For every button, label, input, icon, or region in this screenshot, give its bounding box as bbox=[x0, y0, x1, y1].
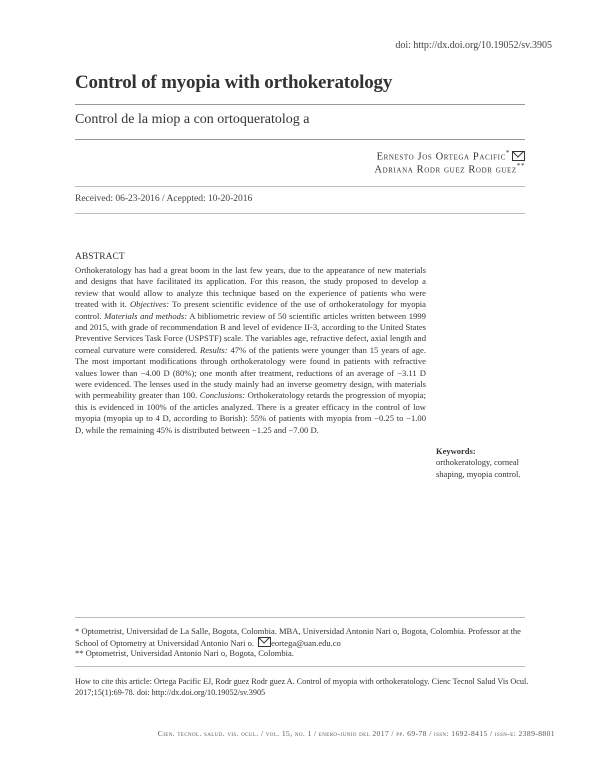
author-2 bbox=[374, 162, 525, 176]
methods-label: Materials and methods: bbox=[104, 310, 188, 321]
footnote-1 bbox=[75, 626, 530, 649]
dates-top-divider bbox=[75, 186, 525, 187]
title-divider bbox=[75, 104, 525, 105]
footnote-1-email[interactable]: eortega@uan.edu.co bbox=[271, 638, 341, 648]
conclusions-text: Orthokeratology retards the progression of myopia; this is evidenced in 100% of the articles analyzed. There is a greater efficacy in the control of low myopia (myopia up to 4 D, according to Borish): 55% of patients with myopia from −0.25 to −1.00 D, while the remaining 45% is distributed between −1.25 and −7.00 D. bbox=[75, 390, 426, 435]
results-text: 47% of the patients were younger than 15 years of age. The most important modifications through orthokeratology were found in patients with refractive values lower than −4.00 D (80%); one month after treatment, reductions of an average of −3.11 D were evidenced. The lenses used in the study mainly had an inverse geometry design, with materials with permeability greater than 100. bbox=[75, 344, 427, 401]
doi-link[interactable]: doi: http://dx.doi.org/10.19052/sv.3905 bbox=[395, 40, 552, 51]
author-2-name: Adriana Rodr guez Rodr guez bbox=[374, 164, 517, 176]
citation-divider bbox=[75, 666, 525, 667]
author-2-marker: ** bbox=[516, 162, 525, 170]
author-1-marker: * bbox=[505, 149, 510, 157]
article-title: Control of myopia with orthokeratology bbox=[75, 72, 393, 93]
received-accepted-dates: Received: 06-23-2016 / Aceppted: 10-20-2016 bbox=[75, 194, 253, 204]
footnote-2-marker: ** bbox=[75, 648, 84, 658]
dates-bottom-divider bbox=[75, 213, 525, 214]
footnote-2-text: Optometrist, Universidad Antonio Nari o, Bogota, Colombia. bbox=[85, 648, 294, 658]
keywords-label: Keywords: bbox=[436, 446, 476, 456]
footnote-1-marker: * bbox=[75, 626, 80, 636]
subtitle-divider bbox=[75, 139, 525, 140]
keywords-block bbox=[436, 446, 531, 480]
methods-text: A bibliometric review of 50 scientific articles written between 1999 and 2015, with grade of recommendation B and level of evidence II-3, according to the United States Preventive Services Task Force (USPSTF) scale. The variables age, refractive defect, axial length and corneal curvature were considered. bbox=[75, 310, 426, 355]
objectives-text: To present scientific evidence of the use of orthokeratology for myopia control. bbox=[75, 299, 426, 321]
author-1-name: Ernesto Jos Ortega Pacific bbox=[376, 151, 506, 163]
mail-icon[interactable] bbox=[512, 151, 525, 161]
abstract-intro: Orthokeratology has had a great boom in the last few years, due to the appearance of new materials and designs that have facilitated its application. For this reason, the study proposed to develop a review that would allow to analyze this technique based on the experience of patients who were treated with it. bbox=[75, 265, 426, 310]
footnotes-divider bbox=[75, 617, 525, 618]
results-label: Results: bbox=[199, 344, 228, 355]
footnote-2 bbox=[75, 648, 530, 659]
article-subtitle: Control de la miop a con ortoqueratolog a bbox=[75, 112, 310, 127]
abstract-body bbox=[75, 265, 426, 436]
footnote-1-text: Optometrist, Universidad de La Salle, Bogota, Colombia. MBA, Universidad Antonio Nari o, Bogota, Colombia. Professor at the School of Optometry at Universidad Antonio Nari o. bbox=[75, 626, 521, 648]
abstract-heading: ABSTRACT bbox=[75, 252, 125, 262]
mail-icon bbox=[258, 637, 271, 647]
objectives-label: Objectives: bbox=[129, 299, 170, 310]
journal-footer: Cien. tecnol. salud. vis. ocul. / vol. 15, no. 1 / enero-junio del 2017 / pp. 69-78 / issn: 1692-8415 / issn-e: 2389-8801 bbox=[157, 729, 555, 738]
citation-note: How to cite this article: Ortega Pacific EJ, Rodr guez Rodr guez A. Control of myopia with orthokeratology. Cienc Tecnol Salud Vis Ocul. 2017;15(1):69-78. doi: http://dx.doi.org/10.19052/sv.3905 bbox=[75, 677, 529, 697]
conclusions-label: Conclusions: bbox=[199, 390, 246, 401]
keywords-text: orthokeratology, corneal shaping, myopia control. bbox=[436, 457, 521, 479]
author-1 bbox=[377, 149, 525, 163]
